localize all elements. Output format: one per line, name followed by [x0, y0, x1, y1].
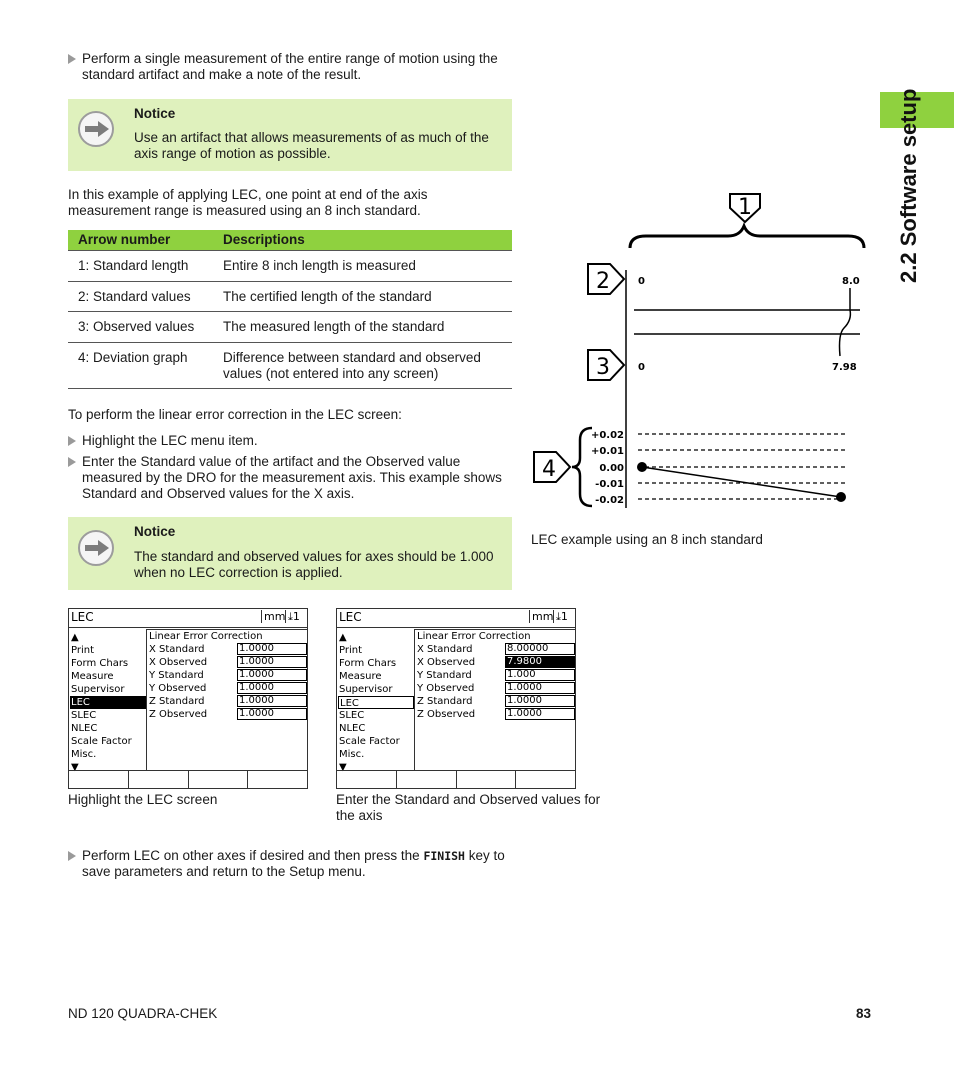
notice-body: The standard and observed values for axes should be 1.000 when no LEC correction is applied.: [134, 549, 494, 580]
notice-body: Use an artifact that allows measurements of as much of the axis range of motion as possible.: [134, 130, 489, 161]
final-bullet: [68, 848, 518, 880]
page-number: 83: [856, 1006, 872, 1021]
bullet-arrow-icon: [68, 851, 76, 861]
footer-product: ND 120 QUADRA-CHEK: [68, 1006, 218, 1021]
observed-start-label: 0: [638, 362, 645, 373]
menu-down-arrow-icon[interactable]: ▼: [71, 762, 79, 773]
units-indicator: mm: [261, 610, 285, 623]
panel-title: Linear Error Correction: [417, 631, 531, 642]
menu-up-arrow-icon[interactable]: ▲: [71, 632, 79, 643]
table-cell: Difference between standard and observed values (not entered into any screen): [223, 350, 481, 381]
notice-box-1: [68, 99, 512, 171]
softkey[interactable]: [69, 771, 129, 788]
table-cell: Entire 8 inch length is measured: [223, 258, 416, 273]
table-cell: The certified length of the standard: [223, 289, 432, 304]
field-label: X Standard: [417, 644, 473, 655]
setup-menu: [338, 631, 414, 774]
softkey[interactable]: [457, 771, 517, 788]
deviation-brace: [572, 428, 592, 506]
observed-end-label: 7.98: [832, 362, 857, 373]
intro-bullet: Perform a single measurement of the entire range of motion using the standard artifact and make a note of the result.: [68, 51, 518, 83]
table-row: [68, 282, 512, 312]
deviation-tick-label: -0.01: [595, 479, 624, 490]
field-label: X Observed: [149, 657, 208, 668]
deviation-tick-label: +0.01: [590, 446, 624, 457]
softkey-bar: [337, 770, 575, 788]
header-descriptions: Descriptions: [223, 232, 305, 247]
x-observed-field[interactable]: 7.9800: [505, 656, 575, 668]
panel-title: Linear Error Correction: [149, 631, 263, 642]
deviation-end-point: [836, 492, 846, 502]
header-arrow-number: Arrow number: [78, 232, 171, 247]
table-row: [68, 251, 512, 282]
menu-item[interactable]: Form Chars: [339, 658, 397, 669]
menu-item[interactable]: Scale Factor: [339, 736, 400, 747]
deviation-start-point: [637, 462, 647, 472]
z-standard-field[interactable]: 1.0000: [505, 695, 575, 707]
deviation-tick-label: -0.02: [595, 495, 624, 506]
deviation-grid: [638, 434, 848, 499]
menu-item[interactable]: Form Chars: [71, 658, 129, 669]
svg-text:2: 2: [596, 269, 610, 294]
softkey[interactable]: [248, 771, 307, 788]
standard-end-label: 8.0: [842, 276, 860, 287]
lec-panel: [146, 629, 308, 771]
y-standard-field[interactable]: 1.000: [505, 669, 575, 681]
table-cell: 3: Observed values: [78, 319, 195, 334]
menu-item[interactable]: Scale Factor: [71, 736, 132, 747]
example-paragraph: In this example of applying LEC, one point at end of the axis measurement range is measured using an 8 inch standard.: [68, 187, 428, 218]
menu-item-lec[interactable]: LEC: [70, 696, 146, 709]
bullet-arrow-icon: [68, 54, 76, 64]
menu-item-lec[interactable]: LEC: [338, 696, 414, 709]
menu-item[interactable]: NLEC: [71, 723, 98, 734]
menu-item[interactable]: Misc.: [339, 749, 365, 760]
sort-icon: ⤓1: [285, 610, 300, 623]
table-row: [68, 312, 512, 343]
step-bullet: Highlight the LEC menu item.: [68, 433, 508, 449]
table-header: [68, 230, 512, 251]
callout-2: [588, 264, 624, 294]
chapter-title: 2.2 Software setup: [896, 88, 921, 283]
notice-box-2: [68, 517, 512, 590]
menu-up-arrow-icon[interactable]: ▲: [339, 632, 347, 643]
field-label: Y Observed: [417, 683, 475, 694]
deviation-tick-label: 0.00: [599, 463, 624, 474]
svg-text:3: 3: [596, 355, 610, 380]
softkey[interactable]: [189, 771, 249, 788]
notice-arrow-icon: [78, 530, 114, 566]
callout-1: [730, 194, 760, 222]
menu-item[interactable]: Supervisor: [339, 684, 393, 695]
bullet-arrow-icon: [68, 457, 76, 467]
deviation-tick-label: +0.02: [590, 430, 624, 441]
notice-arrow-icon: [78, 111, 114, 147]
field-label: Y Standard: [149, 670, 204, 681]
field-label: X Observed: [417, 657, 476, 668]
softkey[interactable]: [129, 771, 189, 788]
table-cell: 1: Standard length: [78, 258, 189, 273]
finish-key-label: FINISH: [423, 849, 465, 863]
notice-title: Notice: [134, 106, 176, 121]
svg-text:1: 1: [738, 195, 752, 220]
field-label: Z Standard: [417, 696, 473, 707]
diagram-caption: LEC example using an 8 inch standard: [531, 532, 763, 547]
screen-title: LEC: [71, 610, 94, 624]
menu-item[interactable]: SLEC: [71, 710, 97, 721]
units-indicator: mm: [529, 610, 553, 623]
screen1-caption: Highlight the LEC screen: [68, 792, 218, 807]
field-label: Z Observed: [417, 709, 476, 720]
menu-item[interactable]: Misc.: [71, 749, 97, 760]
menu-item[interactable]: NLEC: [339, 723, 366, 734]
menu-down-arrow-icon[interactable]: ▼: [339, 762, 347, 773]
field-label: Z Observed: [149, 709, 208, 720]
setup-menu: [70, 631, 146, 774]
svg-text:4: 4: [542, 457, 556, 482]
field-label: X Standard: [149, 644, 205, 655]
arrow-table: [68, 230, 512, 389]
z-observed-field[interactable]: 1.0000: [505, 708, 575, 720]
z-standard-field[interactable]: 1.0000: [237, 695, 307, 707]
sort-icon: ⤓1: [553, 610, 568, 623]
table-cell: The measured length of the standard: [223, 319, 445, 334]
lec-screen-2: [336, 608, 576, 789]
z-observed-field[interactable]: 1.0000: [237, 708, 307, 720]
menu-item[interactable]: Print: [71, 645, 95, 656]
x-standard-field[interactable]: 1.0000: [237, 643, 307, 655]
menu-item[interactable]: Supervisor: [71, 684, 125, 695]
callout-4: [534, 452, 570, 482]
menu-item[interactable]: Measure: [339, 671, 382, 682]
menu-item[interactable]: SLEC: [339, 710, 365, 721]
perform-paragraph: To perform the linear error correction in the LEC screen:: [68, 407, 402, 422]
final-bullet-text: key to save parameters and return to the Setup menu.: [82, 848, 505, 879]
y-observed-field[interactable]: 1.0000: [237, 682, 307, 694]
lec-panel: [414, 629, 576, 771]
table-cell: 2: Standard values: [78, 289, 191, 304]
callout-3: [588, 350, 624, 380]
x-standard-field[interactable]: 8.00000: [505, 643, 575, 655]
standard-length-brace: [630, 226, 864, 248]
y-standard-field[interactable]: 1.0000: [237, 669, 307, 681]
menu-item[interactable]: Print: [339, 645, 363, 656]
field-label: Z Standard: [149, 696, 205, 707]
softkey[interactable]: [516, 771, 575, 788]
standard-start-label: 0: [638, 276, 645, 287]
deviation-line: [642, 467, 841, 497]
notice-title: Notice: [134, 524, 176, 539]
lec-diagram: [530, 188, 870, 518]
table-cell: 4: Deviation graph: [78, 350, 188, 365]
lec-screen-1: [68, 608, 308, 789]
field-label: Y Standard: [417, 670, 472, 681]
bullet-arrow-icon: [68, 436, 76, 446]
screen2-caption: Enter the Standard and Observed values for the axis: [336, 792, 601, 823]
x-observed-field[interactable]: 1.0000: [237, 656, 307, 668]
menu-item[interactable]: Measure: [71, 671, 114, 682]
final-bullet-text: Perform LEC on other axes if desired and then press the: [82, 848, 424, 863]
softkey[interactable]: [337, 771, 397, 788]
softkey[interactable]: [397, 771, 457, 788]
table-row: [68, 343, 512, 389]
screen-title: LEC: [339, 610, 362, 624]
step-bullet: Enter the Standard value of the artifact and the Observed value measured by the DRO for the measurement axis. This example shows Standard and Observed values for the X axis.: [68, 454, 508, 502]
softkey-bar: [69, 770, 307, 788]
field-label: Y Observed: [149, 683, 207, 694]
y-observed-field[interactable]: 1.0000: [505, 682, 575, 694]
